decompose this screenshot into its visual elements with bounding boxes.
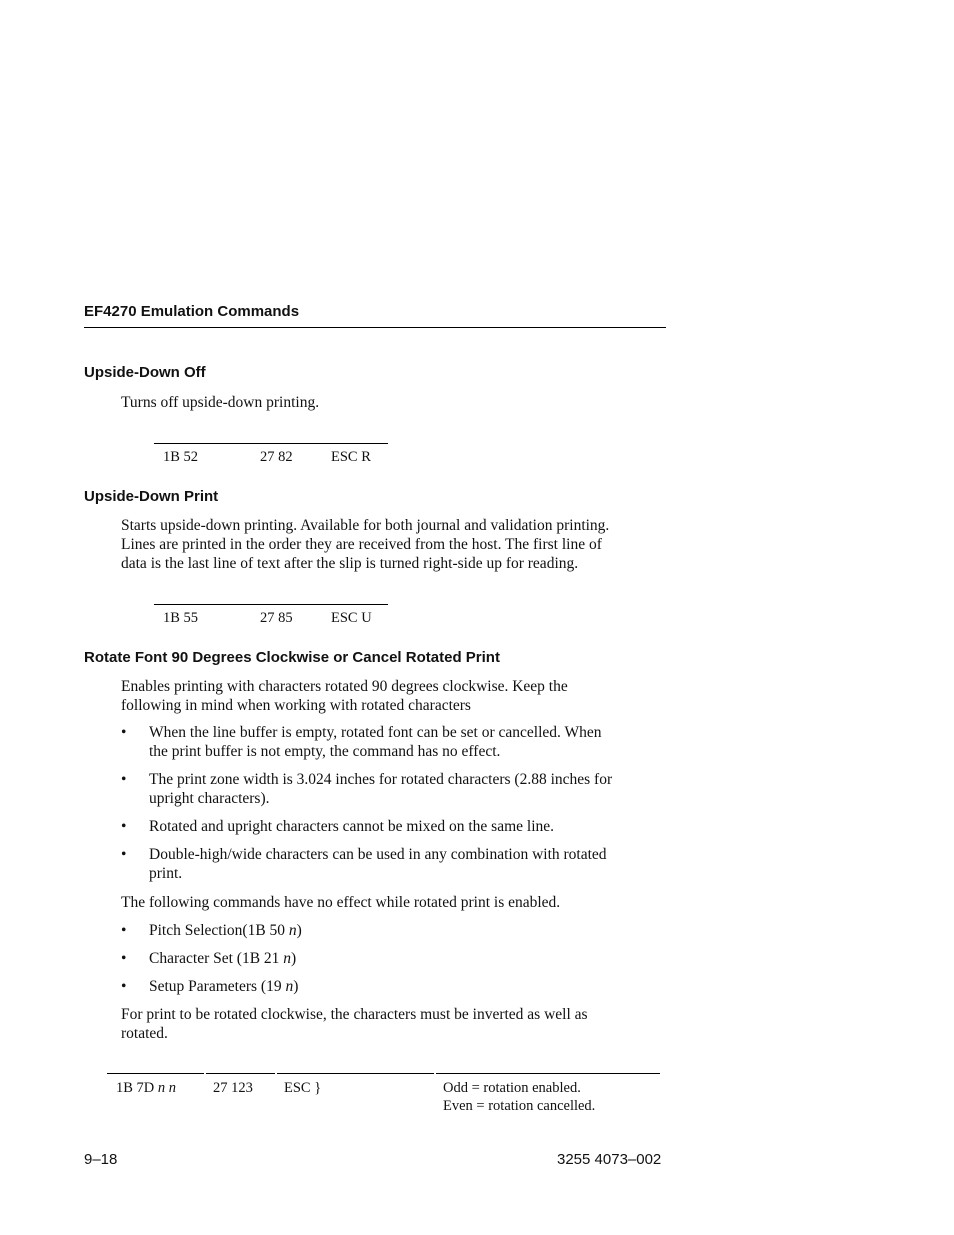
text-line: Rotated and upright characters cannot be mixed on the same line.: [149, 818, 555, 835]
no-effect-intro: The following commands have no effect while rotated print is enabled.: [121, 894, 561, 911]
command-name: Setup Parameters (19: [149, 978, 286, 995]
command-ascii: ESC U: [331, 610, 372, 626]
command-hex-param: n n: [157, 1080, 177, 1096]
text-line: Starts upside-down printing. Available for both journal and validation printing.: [121, 517, 610, 534]
list-item: [121, 845, 661, 883]
page-header-title: EF4270 Emulation Commands: [84, 303, 300, 320]
command-note: Even = rotation cancelled.: [443, 1098, 596, 1114]
command-param: n: [285, 978, 294, 995]
section-intro: [121, 677, 661, 715]
command-hex: 1B 55: [163, 610, 199, 626]
command-notes: [443, 1079, 595, 1115]
list-item: [121, 921, 661, 940]
command-hex-prefix: 1B 7D: [116, 1080, 158, 1096]
command-param: n: [283, 950, 292, 967]
bullet-icon: •: [121, 846, 127, 863]
command-hex: 1B 52: [163, 449, 199, 465]
closing-paren: ): [293, 978, 299, 995]
bullet-icon: •: [121, 950, 127, 967]
bullet-icon: •: [121, 818, 127, 835]
text-line: upright characters).: [149, 790, 270, 807]
section-heading-upside-down-off: Upside-Down Off: [84, 364, 206, 381]
text-line: Enables printing with characters rotated 90 degrees clockwise. Keep the: [121, 678, 568, 695]
bullet-icon: •: [121, 724, 127, 741]
text-line: the print buffer is not empty, the command has no effect.: [149, 743, 501, 760]
text-line: data is the last line of text after the slip is turned right-side up for reading.: [121, 555, 579, 572]
document-number: 3255 4073–002: [557, 1151, 662, 1168]
list-item: [121, 817, 661, 836]
bullet-icon: •: [121, 978, 127, 995]
no-effect-commands-list: [121, 921, 661, 996]
command-table-rule: [206, 1073, 275, 1074]
text-line: print.: [149, 865, 183, 882]
text-line: The print zone width is 3.024 inches for rotated characters (2.88 inches for: [149, 771, 613, 788]
rotation-notes-list: [121, 723, 661, 883]
header-rule: [84, 327, 666, 328]
closing-paren: ): [296, 922, 302, 939]
command-param: n: [288, 922, 297, 939]
list-item: [121, 770, 661, 808]
text-line: rotated.: [121, 1025, 168, 1042]
command-ascii: ESC }: [284, 1080, 322, 1096]
section-description: [121, 516, 661, 573]
text-line: following in mind when working with rotated characters: [121, 697, 471, 714]
list-item: [121, 977, 661, 996]
command-table-rule: [277, 1073, 434, 1074]
command-name: Character Set (1B 21: [149, 950, 284, 967]
page-number: 9–18: [84, 1151, 118, 1168]
closing-paragraph: [121, 1005, 661, 1043]
text-line: For print to be rotated clockwise, the characters must be inverted as well as: [121, 1006, 588, 1023]
command-decimal: 27 82: [260, 449, 293, 465]
list-item: [121, 949, 661, 968]
command-table-rule: [154, 604, 388, 605]
command-hex: [116, 1079, 176, 1097]
text-line: When the line buffer is empty, rotated font can be set or cancelled. When: [149, 724, 602, 741]
text-line: Lines are printed in the order they are received from the host. The first line of: [121, 536, 602, 553]
bullet-icon: •: [121, 771, 127, 788]
section-description: Turns off upside-down printing.: [121, 394, 320, 411]
text-line: Double-high/wide characters can be used in any combination with rotated: [149, 846, 607, 863]
section-heading-upside-down-print: Upside-Down Print: [84, 488, 219, 505]
bullet-icon: •: [121, 922, 127, 939]
command-table-rule: [154, 443, 388, 444]
list-item: [121, 723, 661, 761]
command-decimal: 27 85: [260, 610, 293, 626]
command-decimal: 27 123: [213, 1080, 253, 1096]
command-ascii: ESC R: [331, 449, 371, 465]
command-table-rule: [107, 1073, 204, 1074]
section-heading-rotate-font: Rotate Font 90 Degrees Clockwise or Cancel Rotated Print: [84, 649, 500, 666]
closing-paren: ): [291, 950, 297, 967]
command-table-rule: [436, 1073, 660, 1074]
command-note: Odd = rotation enabled.: [443, 1080, 581, 1096]
command-name: Pitch Selection(1B 50: [149, 922, 289, 939]
